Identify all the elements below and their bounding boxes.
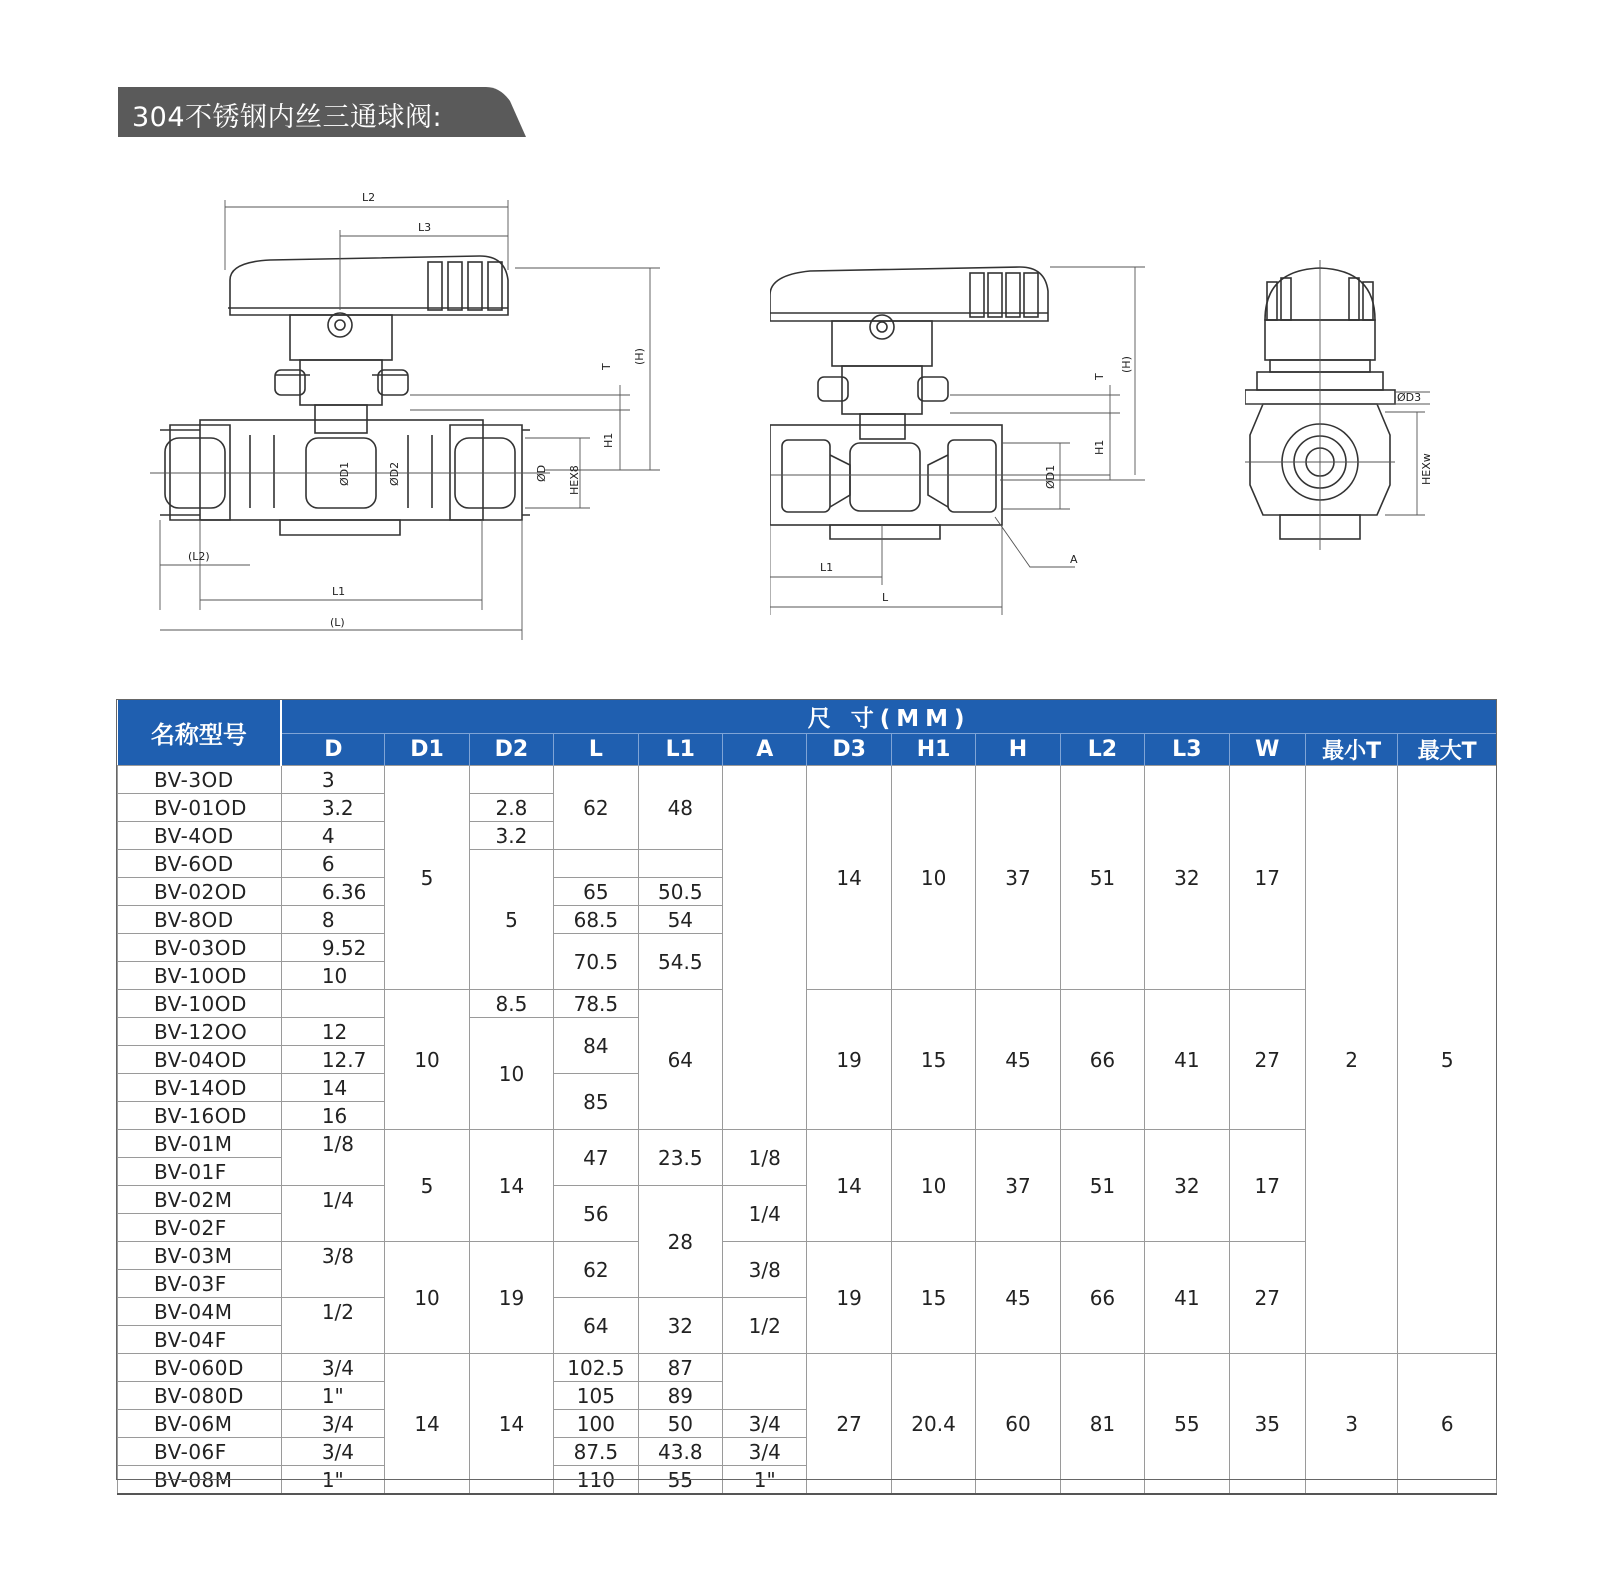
l-cell: 62 <box>554 766 638 850</box>
dim-label-l2: L2 <box>362 191 376 204</box>
l1-cell: 64 <box>638 990 722 1130</box>
l-cell: 62 <box>554 1242 638 1298</box>
h-cell: 45 <box>976 990 1060 1130</box>
min-t-cell: 3 <box>1305 1354 1397 1495</box>
model-cell: BV-10OD <box>118 990 282 1018</box>
valve-drawing-middle <box>770 255 1150 635</box>
dim-label-h-mid: (H) <box>1120 356 1133 373</box>
l2-cell: 66 <box>1060 1242 1144 1354</box>
dim-label-t-mid: T <box>1093 373 1106 380</box>
d-cell: 12.7 <box>281 1046 385 1074</box>
d2-cell: 14 <box>469 1130 553 1242</box>
table-row <box>118 766 1497 794</box>
dim-label-hex: HEX8 <box>568 465 581 495</box>
dim-label-d2: ØD2 <box>388 461 401 486</box>
a-cell: 1/4 <box>723 1186 807 1242</box>
a-cell: 1/2 <box>723 1298 807 1354</box>
d3-cell: 19 <box>807 990 891 1130</box>
l2-cell: 51 <box>1060 766 1144 990</box>
l-cell: 105 <box>554 1382 638 1410</box>
d3-cell: 14 <box>807 766 891 990</box>
dim-label-h1-mid: H1 <box>1093 439 1106 455</box>
model-cell: BV-10OD <box>118 962 282 990</box>
dim-label-l2-bottom: (L2) <box>188 550 210 563</box>
dim-label-a-mid: A <box>1070 553 1078 566</box>
col-header-d: D <box>281 734 385 766</box>
model-cell: BV-06F <box>118 1438 282 1466</box>
l1-cell: 50 <box>638 1410 722 1438</box>
model-cell: BV-12OO <box>118 1018 282 1046</box>
w-cell: 27 <box>1229 1242 1305 1354</box>
d1-cell: 10 <box>385 990 469 1130</box>
w-cell: 17 <box>1229 1130 1305 1242</box>
a-cell: 3/4 <box>723 1410 807 1438</box>
h1-cell: 20.4 <box>891 1354 975 1495</box>
model-cell: BV-04F <box>118 1326 282 1354</box>
model-cell: BV-14OD <box>118 1074 282 1102</box>
dim-label-d1: ØD1 <box>338 461 351 486</box>
l-cell: 100 <box>554 1410 638 1438</box>
model-cell: BV-02F <box>118 1214 282 1242</box>
model-cell: BV-08M <box>118 1466 282 1495</box>
l1-cell: 55 <box>638 1466 722 1495</box>
l-cell: 65 <box>554 878 638 906</box>
d2-cell: 10 <box>469 1018 553 1130</box>
l1-cell: 54 <box>638 906 722 934</box>
max-t-cell: 5 <box>1398 766 1497 1354</box>
spec-table <box>117 700 1497 1495</box>
l-cell: 110 <box>554 1466 638 1495</box>
column-header-row <box>118 734 1497 766</box>
table-row <box>118 1242 1497 1270</box>
d-cell: 1" <box>281 1382 385 1410</box>
model-cell: BV-03F <box>118 1270 282 1298</box>
d3-cell: 27 <box>807 1354 891 1495</box>
col-header-l: L <box>554 734 638 766</box>
d-cell: 1/8 <box>281 1130 385 1186</box>
a-cell: 1" <box>723 1466 807 1495</box>
dim-label-d1-mid: ØD1 <box>1044 464 1057 489</box>
d-cell-empty <box>281 990 385 1018</box>
dim-label-l3: L3 <box>418 221 432 234</box>
l1-cell: 50.5 <box>638 878 722 906</box>
d-cell: 6.36 <box>281 878 385 906</box>
d-cell: 1/4 <box>281 1186 385 1242</box>
h1-cell: 15 <box>891 990 975 1130</box>
page-title: 304不锈钢内丝三通球阀: <box>132 102 443 133</box>
min-t-cell: 2 <box>1305 766 1397 1354</box>
l-cell: 70.5 <box>554 934 638 990</box>
l-cell: 56 <box>554 1186 638 1242</box>
col-header-w: W <box>1229 734 1305 766</box>
d2-cell: 3.2 <box>469 822 553 850</box>
d1-cell: 10 <box>385 1242 469 1354</box>
l3-cell: 32 <box>1145 1130 1229 1242</box>
l1-cell: 43.8 <box>638 1438 722 1466</box>
model-cell: BV-03M <box>118 1242 282 1270</box>
d2-cell: 19 <box>469 1242 553 1354</box>
h1-cell: 10 <box>891 1130 975 1242</box>
col-header-d1: D1 <box>385 734 469 766</box>
a-cell: 1/8 <box>723 1130 807 1186</box>
table-row <box>118 990 1497 1018</box>
table-row <box>118 1354 1497 1382</box>
title-banner <box>118 87 526 137</box>
name-header: 名称型号 <box>118 700 282 766</box>
d-cell: 3/4 <box>281 1438 385 1466</box>
dim-label-l-mid: L <box>882 591 889 604</box>
col-header-l1: L1 <box>638 734 722 766</box>
d2-cell: 2.8 <box>469 794 553 822</box>
l1-cell: 28 <box>638 1186 722 1298</box>
max-t-cell: 6 <box>1398 1354 1497 1495</box>
d3-cell: 14 <box>807 1130 891 1242</box>
l1-cell: 87 <box>638 1354 722 1382</box>
l-cell: 102.5 <box>554 1354 638 1382</box>
l-cell: 78.5 <box>554 990 638 1018</box>
model-cell: BV-04OD <box>118 1046 282 1074</box>
model-cell: BV-080D <box>118 1382 282 1410</box>
col-header-d3: D3 <box>807 734 891 766</box>
col-header-l3: L3 <box>1145 734 1229 766</box>
d1-cell: 5 <box>385 766 469 990</box>
l3-cell: 55 <box>1145 1354 1229 1495</box>
model-cell: BV-01M <box>118 1130 282 1158</box>
dim-label-l1: L1 <box>332 585 346 598</box>
w-cell: 35 <box>1229 1354 1305 1495</box>
d-cell: 14 <box>281 1074 385 1102</box>
col-header-h1: H1 <box>891 734 975 766</box>
model-cell: BV-01F <box>118 1158 282 1186</box>
dim-label-d3: ØD3 <box>1397 391 1422 404</box>
l1-cell-empty <box>638 850 722 878</box>
l2-cell: 51 <box>1060 1130 1144 1242</box>
dimensions-header: 尺 寸(MM) <box>281 700 1496 734</box>
model-cell: BV-02M <box>118 1186 282 1214</box>
col-header-max-t: 最大T <box>1398 734 1497 766</box>
d-cell: 10 <box>281 962 385 990</box>
model-cell: BV-06M <box>118 1410 282 1438</box>
a-cell: 3/8 <box>723 1242 807 1298</box>
d-cell: 9.52 <box>281 934 385 962</box>
col-header-h: H <box>976 734 1060 766</box>
dim-label-h: (H) <box>633 348 646 365</box>
d3-cell: 19 <box>807 1242 891 1354</box>
dim-label-t: T <box>600 363 613 370</box>
a-cell: 3/4 <box>723 1438 807 1466</box>
h1-cell: 15 <box>891 1242 975 1354</box>
l-cell: 68.5 <box>554 906 638 934</box>
model-cell: BV-8OD <box>118 906 282 934</box>
model-cell: BV-01OD <box>118 794 282 822</box>
d-cell: 3/4 <box>281 1410 385 1438</box>
d-cell: 3/4 <box>281 1354 385 1382</box>
model-cell: BV-04M <box>118 1298 282 1326</box>
l-cell: 87.5 <box>554 1438 638 1466</box>
w-cell: 27 <box>1229 990 1305 1130</box>
model-cell: BV-4OD <box>118 822 282 850</box>
l1-cell: 23.5 <box>638 1130 722 1186</box>
l3-cell: 32 <box>1145 766 1229 990</box>
d-cell: 8 <box>281 906 385 934</box>
valve-drawing-left <box>150 190 690 650</box>
l3-cell: 41 <box>1145 1242 1229 1354</box>
model-cell: BV-6OD <box>118 850 282 878</box>
l1-cell: 89 <box>638 1382 722 1410</box>
d2-cell: 5 <box>469 850 553 990</box>
h-cell: 37 <box>976 1130 1060 1242</box>
dim-label-l: (L) <box>330 616 345 629</box>
d-cell: 3.2 <box>281 794 385 822</box>
l1-cell: 32 <box>638 1298 722 1354</box>
d1-cell: 5 <box>385 1130 469 1242</box>
col-header-d2: D2 <box>469 734 553 766</box>
l-cell: 85 <box>554 1074 638 1130</box>
d-cell: 1" <box>281 1466 385 1495</box>
col-header-l2: L2 <box>1060 734 1144 766</box>
d-cell: 12 <box>281 1018 385 1046</box>
h1-cell: 10 <box>891 766 975 990</box>
dim-label-h1: H1 <box>602 432 615 448</box>
w-cell: 17 <box>1229 766 1305 990</box>
d2-cell: 8.5 <box>469 990 553 1018</box>
a-cell-empty <box>723 1354 807 1410</box>
l1-cell: 48 <box>638 766 722 850</box>
d2-cell: 14 <box>469 1354 553 1495</box>
h-cell: 60 <box>976 1354 1060 1495</box>
a-cell-empty <box>723 766 807 1130</box>
model-cell: BV-060D <box>118 1354 282 1382</box>
l-cell: 47 <box>554 1130 638 1186</box>
l-cell: 84 <box>554 1018 638 1074</box>
dim-label-hexw: HEXw <box>1420 453 1433 485</box>
dim-label-d: ØD <box>535 464 548 482</box>
d1-cell: 14 <box>385 1354 469 1495</box>
model-cell: BV-16OD <box>118 1102 282 1130</box>
l1-cell: 54.5 <box>638 934 722 990</box>
d-cell: 3/8 <box>281 1242 385 1298</box>
l3-cell: 41 <box>1145 990 1229 1130</box>
table-row <box>118 1130 1497 1158</box>
col-header-min-t: 最小T <box>1305 734 1397 766</box>
d-cell: 1/2 <box>281 1298 385 1354</box>
dim-label-l1-mid: L1 <box>820 561 834 574</box>
d-cell: 3 <box>281 766 385 794</box>
model-cell: BV-03OD <box>118 934 282 962</box>
l2-cell: 81 <box>1060 1354 1144 1495</box>
d-cell: 16 <box>281 1102 385 1130</box>
col-header-a: A <box>723 734 807 766</box>
h-cell: 37 <box>976 766 1060 990</box>
model-cell: BV-3OD <box>118 766 282 794</box>
d-cell: 6 <box>281 850 385 878</box>
d-cell: 4 <box>281 822 385 850</box>
l-cell-empty <box>554 850 638 878</box>
h-cell: 45 <box>976 1242 1060 1354</box>
l-cell: 64 <box>554 1298 638 1354</box>
model-cell: BV-02OD <box>118 878 282 906</box>
valve-drawing-right <box>1245 260 1460 560</box>
d2-cell-empty <box>469 766 553 794</box>
l2-cell: 66 <box>1060 990 1144 1130</box>
